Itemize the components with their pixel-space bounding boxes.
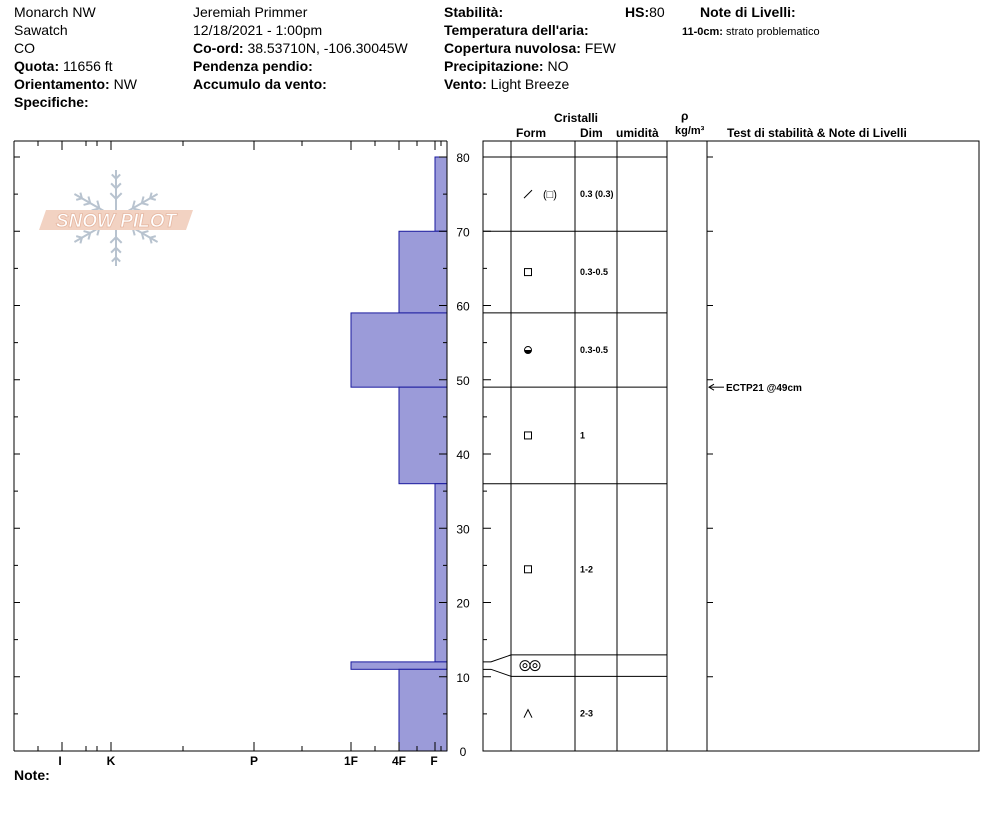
flake-branch [76,198,82,200]
air-temp-label: Temperatura dell'aria: [444,22,589,38]
hardness-bar [435,484,447,662]
datetime: 12/18/2021 - 1:00pm [193,22,323,38]
aspect-value: NW [113,76,137,92]
depth-tick-label: 60 [456,299,470,314]
precip-label: Precipitazione: [444,58,544,74]
hardness-bar [399,669,447,751]
crystal-table [483,141,979,751]
crystal-size: 2-3 [580,708,594,719]
cloud-label: Copertura nuvolosa: [444,40,581,56]
depth-tick-label: 20 [456,596,470,611]
density-unit-header: kg/m³ [675,125,705,137]
layer-connector [483,655,511,662]
layer-notes-title: Note di Livelli: [700,4,796,20]
hardness-label: 4F [391,754,407,768]
stability-label: Stabilità: [444,4,504,20]
hardness-bar [399,387,447,484]
depth-tick-label: 50 [456,373,470,388]
depth-tick-label: 70 [456,225,470,240]
cloud-value: FEW [584,40,616,56]
crystal-size: 0.3-0.5 [580,345,609,356]
form-header: Form [516,126,546,140]
crystal-form-depth-hoar-icon [524,710,532,718]
hardness-label: 1F [343,754,359,768]
aspect-label: Orientamento: [14,76,110,92]
range: Sawatch [14,22,68,38]
hardness-axes [14,141,447,768]
hardness-label: I [58,754,62,768]
flake-branch [84,203,91,205]
hardness-bar [351,662,447,669]
svg-text:(□): (□) [543,189,557,202]
crystal-form-melt-freeze-crust-icon [525,347,532,354]
crystal-size: 1 [580,430,586,441]
crystal-size: 1-2 [580,564,594,575]
depth-tick-label: 40 [456,448,470,462]
elevation-label: Quota: [14,58,60,74]
notes-label: Note: [14,767,50,783]
logo-text: SNOW PILOT [55,211,177,232]
hardness-bar [399,231,447,313]
coord-value: 38.53710N, -106.30045W [247,40,408,56]
snowpilot-logo [39,170,193,266]
layer-note-text: strato problematico [726,26,820,38]
stability-test-label: ECTP21 @49cm [726,383,802,395]
layer-note-range: 11-0cm: [682,26,723,38]
wind-loading-label: Accumulo da vento: [193,76,327,92]
hardness-label: P [249,754,259,768]
wind-value: Light Breeze [490,76,570,92]
depth-tick-label: 0 [459,745,467,759]
hardness-layers [351,157,447,751]
crystals-header: Cristalli [554,111,599,125]
observer: Jeremiah Primmer [193,4,308,20]
hs-value: 80 [649,4,665,20]
crystal-form-facet-icon [525,432,532,439]
location: Monarch NW [14,4,96,20]
crystal-form-facet-icon [525,269,532,276]
crystal-size: 0.3-0.5 [580,267,609,278]
hardness-label: F [430,754,438,768]
stability-tests [709,383,802,394]
crystal-form-precipitation-to-facet-icon [524,189,557,201]
precip-value: NO [547,58,569,74]
crystal-size: 0.3 (0.3) [580,189,614,200]
wind-label: Vento: [444,76,487,92]
crystal-form-facet-icon [525,566,532,573]
rho-header: ρ [681,109,689,123]
hs-label: HS: [625,4,650,20]
crystal-form-ice-layer-icon [520,661,540,671]
tests-header: Test di stabilità & Note di Livelli [727,126,907,140]
moisture-header: umidità [616,126,659,140]
depth-tick-label: 80 [456,151,470,165]
layer-connector [483,669,511,676]
slope-label: Pendenza pendio: [193,58,313,74]
depth-tick-label: 30 [456,522,470,537]
depth-tick-label: 10 [456,670,470,685]
elevation-value: 11656 ft [63,58,113,74]
flake-branch [150,236,156,238]
flake-branch [142,203,149,205]
coord-label: Co-ord: [193,40,244,56]
state: CO [14,40,35,56]
table-frame [483,141,979,751]
hardness-bar [351,313,447,387]
specifics-label: Specifiche: [14,94,89,110]
size-header: Dim [580,126,603,140]
hardness-label: K [106,754,116,768]
